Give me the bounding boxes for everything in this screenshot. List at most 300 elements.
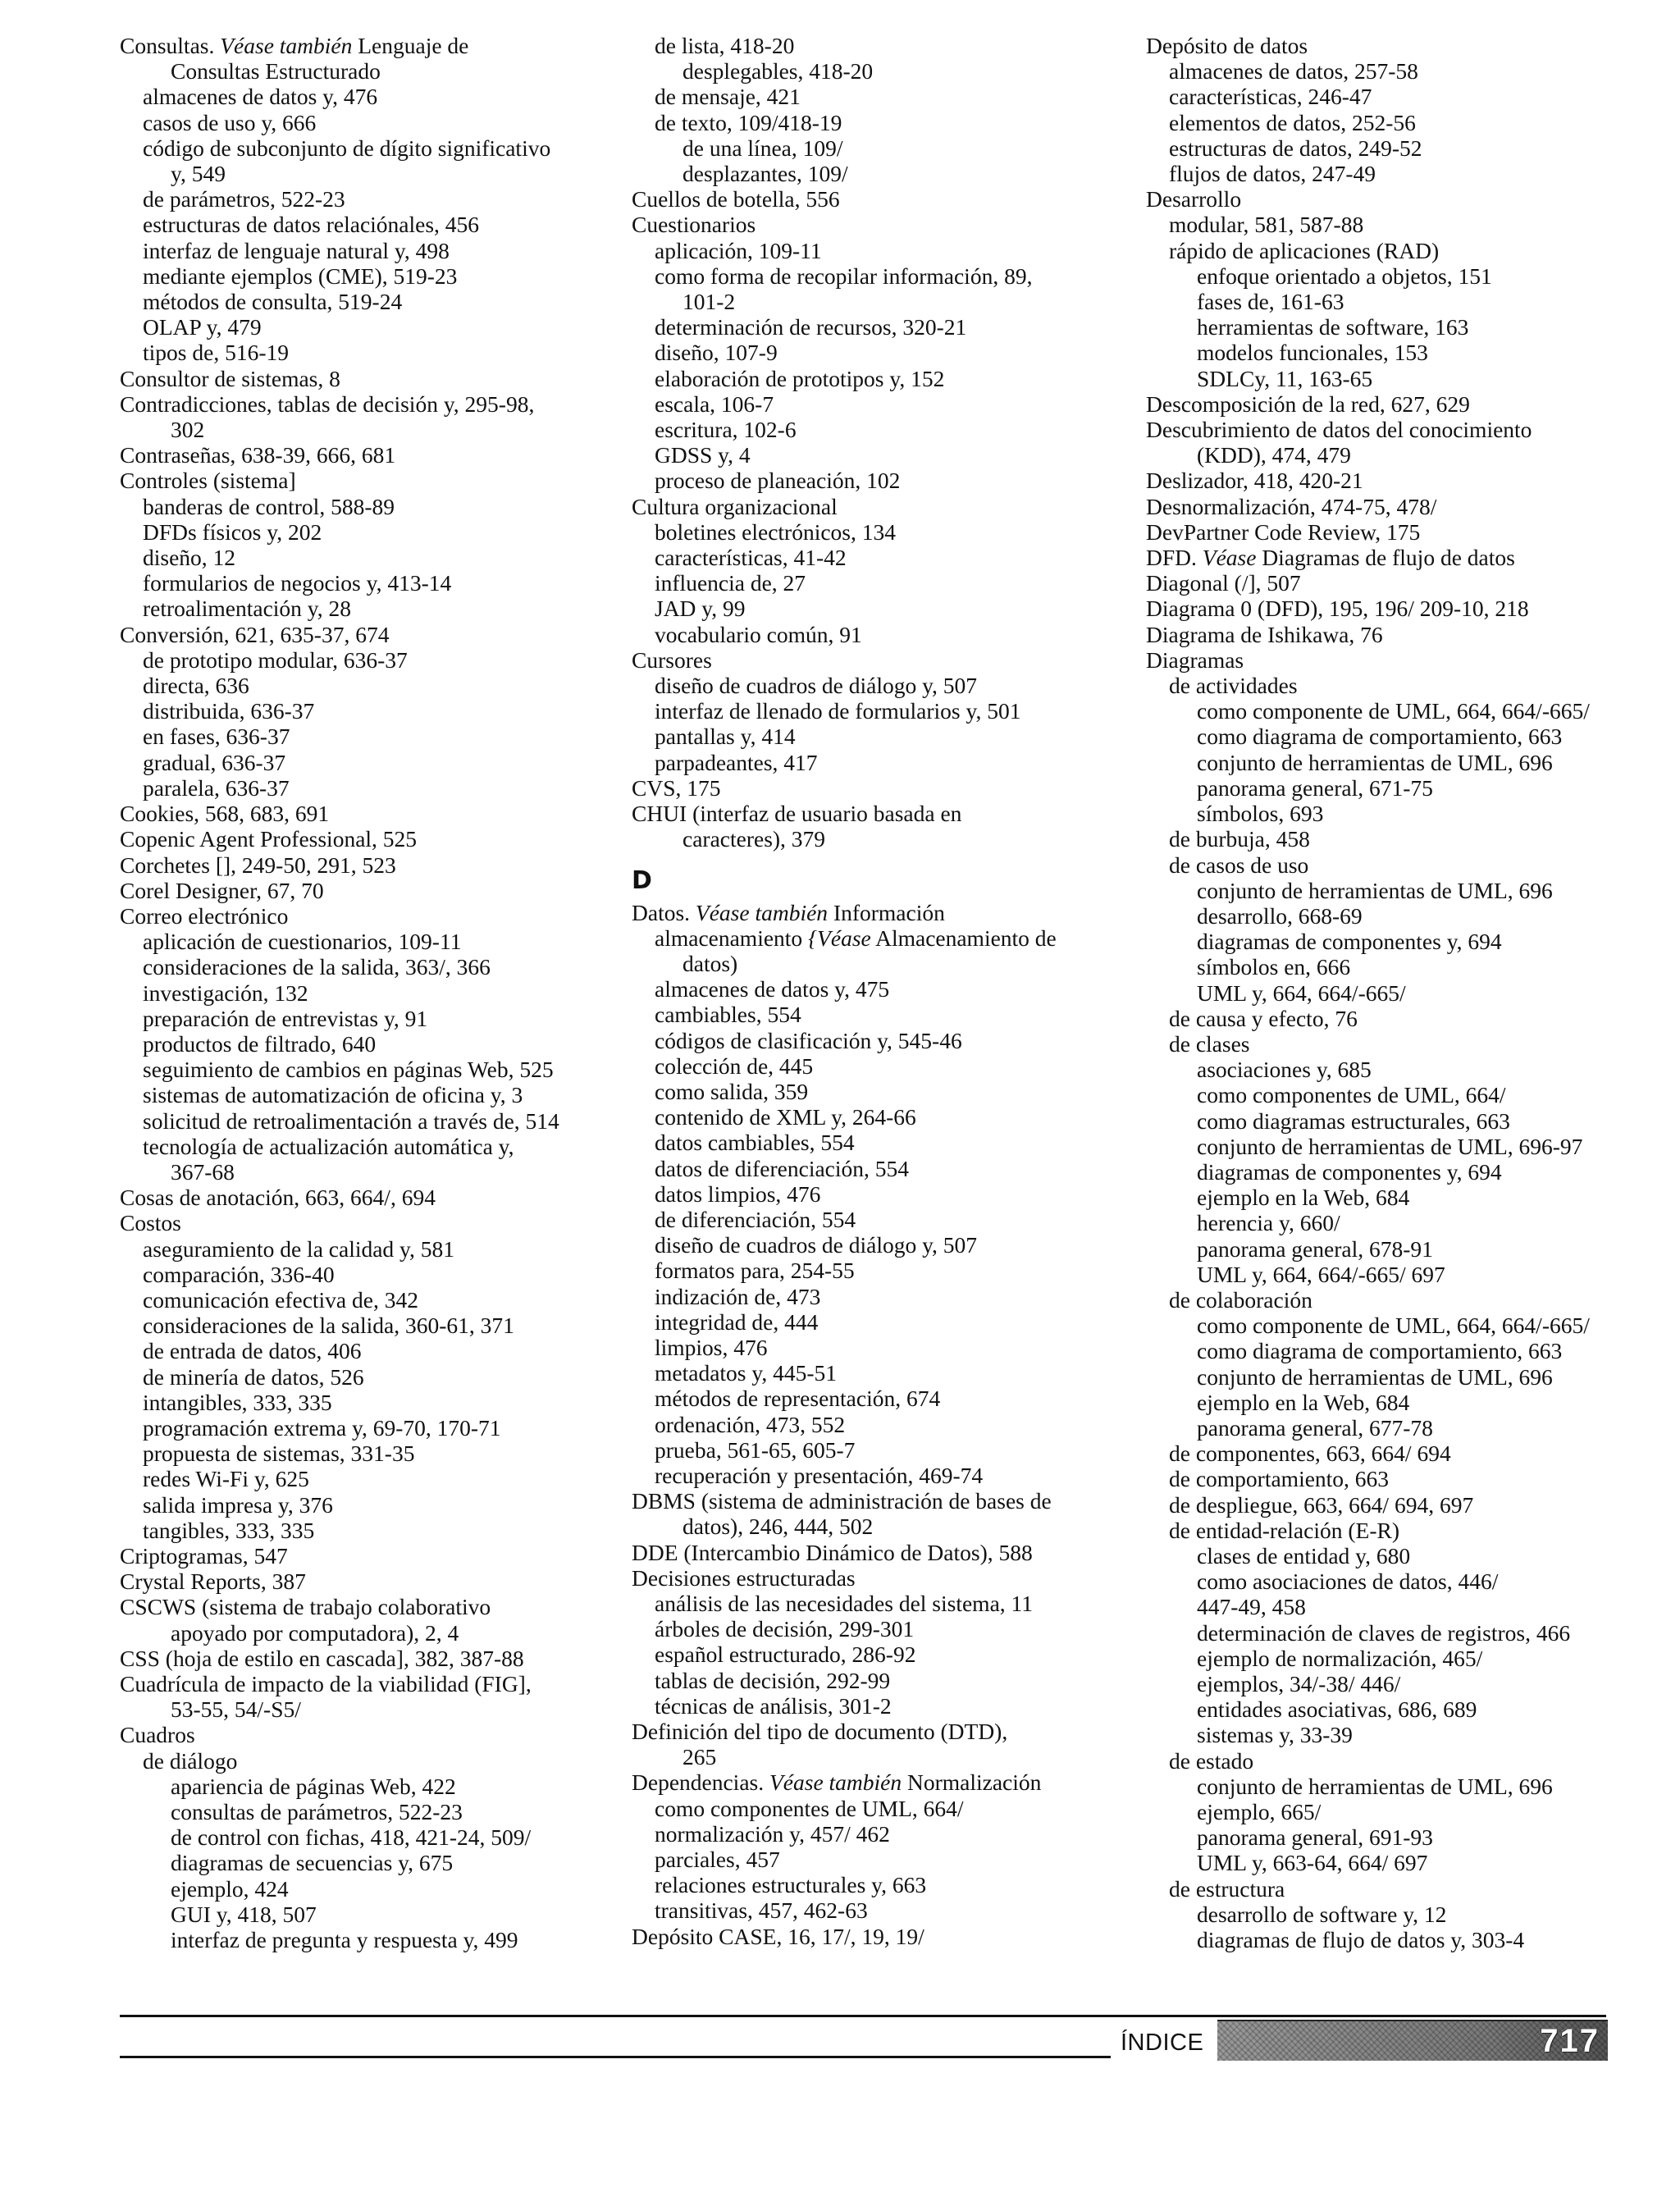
entry-text: Correo electrónico [120,902,289,929]
entry-text: DFDs físicos y, 202 [143,518,322,545]
index-entry [632,647,1124,673]
entry-text: conjunto de herramientas de UML, 696 [1197,877,1553,903]
index-subentry [1146,1594,1655,1619]
entry-text: Descomposición de la red, 627, 629 [1146,390,1470,417]
index-subentry [120,1364,612,1390]
entry-text: cambiables, 554 [655,1002,801,1028]
index-subentry [120,340,612,365]
index-subentry [632,442,1124,468]
entry-text: panorama general, 671-75 [1197,774,1433,801]
entry-text: Cookies, 568, 683, 691 [120,801,330,827]
index-subentry [120,186,612,212]
index-subentry [632,110,1124,135]
index-subentry [1146,673,1655,698]
entry-text: recuperación y presentación, 469-74 [655,1462,984,1488]
entry-text: formularios de negocios y, 413-14 [143,570,452,596]
index-entry [120,468,612,493]
index-subentry [632,366,1124,391]
index-subentry [120,1159,612,1185]
entry-text: fases de, 161-63 [1197,289,1344,315]
entry-text: aplicación, 109-11 [655,237,822,263]
index-subentry [120,212,612,237]
index-entry [120,1722,612,1747]
entry-text: OLAP y, 479 [143,314,262,340]
index-subentry [1146,1185,1655,1210]
index-subentry [632,58,1124,84]
index-subentry [632,1360,1124,1386]
entry-text: parpadeantes, 417 [655,749,818,775]
entry-text: DFD. [1146,545,1203,571]
index-subentry [1146,366,1655,391]
entry-text: contenido de XML y, 264-66 [655,1104,916,1130]
entry-text-continued: Información [828,899,945,925]
entry-text: UML y, 664, 664/-665/ 697 [1197,1261,1445,1287]
entry-text: conjunto de herramientas de UML, 696 [1197,749,1553,775]
footer-rule-top [120,2015,1606,2017]
index-subentry [1146,1543,1655,1568]
index-subentry [632,1616,1124,1642]
entry-text: de colaboración [1169,1286,1312,1313]
index-subentry [120,161,612,186]
entry-text: diagramas de componentes y, 694 [1197,929,1502,955]
index-subentry [632,622,1124,647]
entry-text: de estado [1169,1747,1254,1774]
entry-text: Copenic Agent Professional, 525 [120,826,418,852]
entry-text: prueba, 561-65, 605-7 [655,1436,856,1463]
index-entry [1146,570,1655,596]
entry-text: Datos. [632,899,696,925]
index-subentry [632,1642,1124,1667]
index-subentry [120,1134,612,1159]
index-subentry [120,1774,612,1799]
page-number: 717 [1540,2023,1600,2059]
index-subentry [1146,161,1655,186]
entry-text-continued: Lenguaje de [352,33,469,58]
index-subentry [120,314,612,340]
index-subentry [120,238,612,263]
index-subentry [1146,929,1655,954]
index-subentry [1146,1134,1655,1159]
entry-text: Dependencias. [632,1769,769,1796]
index-entry [1146,33,1655,58]
index-subentry [1146,289,1655,314]
index-subentry [120,1108,612,1134]
index-subentry [632,826,1124,852]
entry-text: modular, 581, 587-88 [1169,212,1364,238]
entry-text: Decisiones estructuradas [632,1564,856,1591]
entry-text: de entrada de datos, 406 [143,1338,362,1364]
entry-text: Desnormalización, 474-75, 478/ [1146,493,1437,519]
index-subentry [1146,750,1655,775]
footer-rule-bottom [120,2056,1111,2058]
index-subentry [632,1463,1124,1488]
index-subentry [1146,263,1655,289]
index-subentry [632,596,1124,621]
entry-text: JAD y, 99 [655,596,746,622]
entry-text: conjunto de herramientas de UML, 696-97 [1197,1133,1583,1159]
index-subentry [120,494,612,519]
index-subentry [120,954,612,979]
entry-text: tipos de, 516-19 [143,340,289,366]
index-column-1 [120,33,612,1952]
entry-text: Contradicciones, tablas de decisión y, 295-98, [120,390,535,417]
index-subentry [632,1796,1124,1821]
entry-text: propuesta de sistemas, 331-35 [143,1441,415,1467]
index-subentry [120,1390,612,1415]
index-subentry [120,1620,612,1646]
cross-reference-italic: {Véase [808,925,871,951]
index-subentry [120,1338,612,1363]
entry-text: influencia de, 27 [655,570,806,596]
index-subentry [632,238,1124,263]
index-subentry [120,596,612,621]
index-subentry [632,1897,1124,1923]
index-subentry [120,417,612,442]
entry-text: códigos de clasificación y, 545-46 [655,1027,962,1053]
entry-text: casos de uso y, 666 [143,109,317,135]
index-entry [1146,545,1655,570]
entry-text: determinación de recursos, 320-21 [655,314,967,340]
entry-text: integridad de, 444 [655,1308,819,1335]
index-subentry [120,1748,612,1774]
index-subentry [1146,1466,1655,1491]
entry-text: herramientas de software, 163 [1197,314,1469,340]
entry-text: como componentes de UML, 664/ [1197,1082,1506,1108]
index-subentry [632,925,1124,951]
index-subentry [632,391,1124,417]
index-subentry [1146,1236,1655,1262]
index-subentry [120,135,612,161]
entry-text: español estructurado, 286-92 [655,1642,916,1668]
entry-text: flujos de datos, 247-49 [1169,161,1376,187]
entry-text: datos) [682,950,738,976]
entry-text: UML y, 664, 664/-665/ [1197,979,1406,1006]
index-subentry [632,1744,1124,1769]
index-subentry [120,1824,612,1850]
entry-text: comparación, 336-40 [143,1261,335,1287]
index-subentry [1146,980,1655,1006]
entry-text: caracteres), 379 [682,826,826,852]
index-subentry [1146,1850,1655,1875]
index-subentry [632,1156,1124,1181]
index-entry [120,801,612,826]
index-subentry [1146,1006,1655,1031]
entry-text: datos cambiables, 554 [655,1130,855,1156]
entry-text: consultas de parámetros, 522-23 [171,1799,463,1825]
entry-text: CSCWS (sistema de trabajo colaborativo [120,1594,491,1620]
index-subentry [120,1441,612,1466]
entry-text: Depósito de datos [1146,33,1308,58]
entry-text: tablas de decisión, 292-99 [655,1667,891,1693]
index-subentry [632,1053,1124,1079]
entry-text: retroalimentación y, 28 [143,596,352,622]
index-subentry [1146,1696,1655,1722]
entry-text: boletines electrónicos, 134 [655,518,897,545]
index-subentry [120,1287,612,1313]
index-entry [120,1210,612,1235]
entry-text: Diagramas [1146,646,1244,673]
entry-text: panorama general, 678-91 [1197,1235,1433,1262]
entry-text: entidades asociativas, 686, 689 [1197,1696,1477,1723]
entry-text: como diagrama de comportamiento, 663 [1197,724,1563,750]
index-subentry [1146,442,1655,468]
index-subentry [120,1082,612,1107]
index-subentry [632,1104,1124,1130]
index-subentry [632,1258,1124,1283]
index-subentry [1146,826,1655,852]
entry-text: preparación de entrevistas y, 91 [143,1005,428,1031]
index-subentry [632,1335,1124,1360]
index-subentry [120,980,612,1006]
entry-text: diseño, 12 [143,545,236,571]
index-subentry [1146,314,1655,340]
entry-text: ejemplo, 424 [171,1875,289,1902]
entry-text: Contraseñas, 638-39, 666, 681 [120,442,396,468]
index-subentry [632,724,1124,749]
index-entry [1146,519,1655,545]
entry-text: como componentes de UML, 664/ [655,1795,964,1821]
letter-heading: D [632,865,652,895]
index-subentry [120,1057,612,1082]
entry-text: de comportamiento, 663 [1169,1466,1390,1492]
index-entry [632,1488,1124,1514]
entry-text: proceso de planeación, 102 [655,468,901,494]
index-subentry [120,1492,612,1518]
index-subentry [120,1415,612,1441]
index-subentry [120,263,612,289]
index-subentry [1146,1518,1655,1543]
entry-text: de estructura [1169,1875,1285,1902]
index-subentry [632,1079,1124,1104]
index-entry [120,878,612,903]
entry-text: DevPartner Code Review, 175 [1146,518,1421,545]
index-subentry [120,1031,612,1057]
entry-text: Deslizador, 418, 420-21 [1146,468,1363,494]
entry-text: panorama general, 677-78 [1197,1414,1433,1441]
index-entry [120,442,612,468]
index-subentry [1146,1748,1655,1774]
index-subentry [1146,1927,1655,1952]
index-subentry [1146,58,1655,84]
index-subentry [1146,110,1655,135]
entry-text: análisis de las necesidades del sistema, 11 [655,1590,1034,1616]
entry-text-continued: Almacenamiento de [870,925,1057,951]
index-subentry [1146,775,1655,801]
entry-text: GUI y, 418, 507 [171,1901,317,1927]
entry-text: relaciones estructurales y, 663 [655,1872,927,1898]
entry-text: de una línea, 109/ [682,135,843,161]
index-subentry [120,1696,612,1722]
entry-text: (KDD), 474, 479 [1197,442,1351,468]
entry-text: limpios, 476 [655,1334,768,1360]
index-subentry [632,1437,1124,1463]
index-subentry [120,570,612,596]
entry-text: consideraciones de la salida, 363/, 366 [143,954,491,980]
entry-text: parciales, 457 [655,1847,780,1873]
index-entry [120,1568,612,1594]
entry-text: como componente de UML, 664, 664/-665/ [1197,698,1590,724]
entry-text: Definición del tipo de documento (DTD), [632,1719,1008,1744]
entry-text: estructuras de datos relaciónales, 456 [143,212,480,238]
entry-text: panorama general, 691-93 [1197,1824,1433,1851]
entry-text: asociaciones y, 685 [1197,1057,1372,1083]
index-entry [120,366,612,391]
index-entry [632,775,1124,801]
index-subentry [632,1309,1124,1335]
index-subentry [632,1284,1124,1309]
index-entry [1146,596,1655,621]
index-column-3 [1146,33,1655,1952]
entry-text: UML y, 663-64, 664/ 697 [1197,1850,1428,1876]
entry-text: transitivas, 457, 462-63 [655,1897,868,1924]
entry-text: pantallas y, 414 [655,724,796,750]
index-subentry [632,976,1124,1002]
entry-text: Cuadros [120,1722,195,1748]
entry-text: diagramas de flujo de datos y, 303-4 [1197,1927,1525,1953]
entry-text: solicitud de retroalimentación a través de, 514 [143,1107,559,1134]
entry-text: datos limpios, 476 [655,1180,821,1207]
index-entry [632,1540,1124,1565]
entry-text: modelos funcionales, 153 [1197,340,1428,366]
entry-text: diseño, 107-9 [655,340,778,366]
index-subentry [120,673,612,698]
index-subentry [120,1902,612,1927]
entry-text: rápido de aplicaciones (RAD) [1169,237,1440,263]
entry-text: de entidad-relación (E-R) [1169,1517,1399,1543]
entry-text: elaboración de prototipos y, 152 [655,365,945,391]
entry-text: como forma de recopilar información, 89, [655,263,1033,289]
index-subentry [1146,1774,1655,1799]
entry-text: consideraciones de la salida, 360-61, 371 [143,1313,514,1339]
entry-text: mediante ejemplos (CME), 519-23 [143,263,458,289]
entry-text: directa, 636 [143,673,249,699]
entry-text: comunicación efectiva de, 342 [143,1286,418,1313]
index-subentry [632,263,1124,289]
entry-text: almacenamiento [655,925,809,951]
entry-text: Controles (sistema] [120,468,296,494]
entry-text: diseño de cuadros de diálogo y, 507 [655,673,978,699]
entry-text-continued: Normalización [902,1769,1042,1796]
index-subentry [120,1799,612,1824]
index-subentry [1146,1902,1655,1927]
entry-text: de prototipo modular, 636-37 [143,646,408,673]
entry-text: almacenes de datos y, 476 [143,84,378,110]
entry-text: seguimiento de cambios en páginas Web, 525 [143,1057,554,1083]
index-subentry [632,468,1124,493]
index-subentry [1146,852,1655,878]
entry-text: interfaz de lenguaje natural y, 498 [143,237,450,263]
entry-text: Consultor de sistemas, 8 [120,365,340,391]
entry-text: conjunto de herramientas de UML, 696 [1197,1363,1553,1390]
entry-text: indización de, 473 [655,1283,821,1309]
index-entry [632,186,1124,212]
index-subentry [632,1821,1124,1847]
page-number-box [1217,2020,1608,2061]
entry-text: formatos para, 254-55 [655,1258,855,1284]
entry-text: colección de, 445 [655,1052,814,1079]
entry-text: diagramas de componentes y, 694 [1197,1158,1502,1185]
entry-text: Conversión, 621, 635-37, 674 [120,621,390,647]
entry-text: Criptogramas, 547 [120,1542,288,1568]
index-subentry [1146,1799,1655,1824]
index-entry [1146,186,1655,212]
index-subentry [632,570,1124,596]
entry-text: gradual, 636-37 [143,749,286,775]
index-subentry [1146,1057,1655,1082]
entry-text: Cursores [632,646,712,673]
index-subentry [120,289,612,314]
index-column-2 [632,33,1124,1949]
entry-text: métodos de consulta, 519-24 [143,289,403,315]
index-subentry [632,1181,1124,1207]
index-entry [120,1671,612,1696]
entry-text: de minería de datos, 526 [143,1363,364,1390]
entry-text: Desarrollo [1146,186,1242,212]
entry-text: Crystal Reports, 387 [120,1568,306,1595]
index-entry [120,1646,612,1671]
index-subentry [632,1002,1124,1027]
index-subentry [632,1386,1124,1411]
entry-text: de burbuja, 458 [1169,826,1310,852]
entry-text: Consultas. [120,33,221,58]
index-subentry [632,1872,1124,1897]
cross-reference-italic: Véase también [220,33,353,58]
index-subentry [1146,1824,1655,1850]
index-entry [632,1769,1124,1795]
entry-text: programación extrema y, 69-70, 170-71 [143,1414,501,1441]
entry-text: como diagramas estructurales, 663 [1197,1107,1510,1134]
index-subentry [120,647,612,673]
entry-text: Cuestionarios [632,212,756,238]
entry-text: Diagrama de Ishikawa, 76 [1146,621,1383,647]
index-subentry [632,750,1124,775]
index-subentry [120,750,612,775]
index-subentry [1146,1210,1655,1235]
entry-text: desplegables, 418-20 [682,58,874,84]
index-entry [1146,494,1655,519]
entry-text: almacenes de datos, 257-58 [1169,58,1418,84]
entry-text: SDLCy, 11, 163-65 [1197,365,1373,391]
entry-text: características, 41-42 [655,545,847,571]
index-subentry [632,314,1124,340]
index-entry [120,1594,612,1619]
entry-text: 265 [682,1744,717,1770]
entry-text: símbolos en, 666 [1197,954,1351,980]
entry-text: GDSS y, 4 [655,442,751,468]
index-entry [1146,647,1655,673]
index-subentry [120,58,612,84]
index-subentry [120,929,612,954]
index-subentry [120,1313,612,1338]
entry-text: código de subconjunto de dígito significativo [143,135,551,161]
entry-text: DDE (Intercambio Dinámico de Datos), 588 [632,1539,1033,1565]
cross-reference-italic: Véase también [695,899,829,925]
index-subentry [1146,1646,1655,1671]
entry-text: diseño de cuadros de diálogo y, 507 [655,1232,978,1258]
index-subentry [632,1668,1124,1693]
entry-text: de actividades [1169,673,1298,699]
index-subentry [1146,340,1655,365]
index-subentry [1146,1031,1655,1057]
entry-text: de diálogo [143,1747,238,1774]
index-entry [120,391,612,417]
entry-text: CHUI (interfaz de usuario basada en [632,801,962,827]
entry-text: escritura, 102-6 [655,417,797,443]
index-entry [632,801,1124,826]
index-entry [120,903,612,929]
entry-text: apariencia de páginas Web, 422 [171,1773,456,1799]
index-subentry [1146,1287,1655,1313]
